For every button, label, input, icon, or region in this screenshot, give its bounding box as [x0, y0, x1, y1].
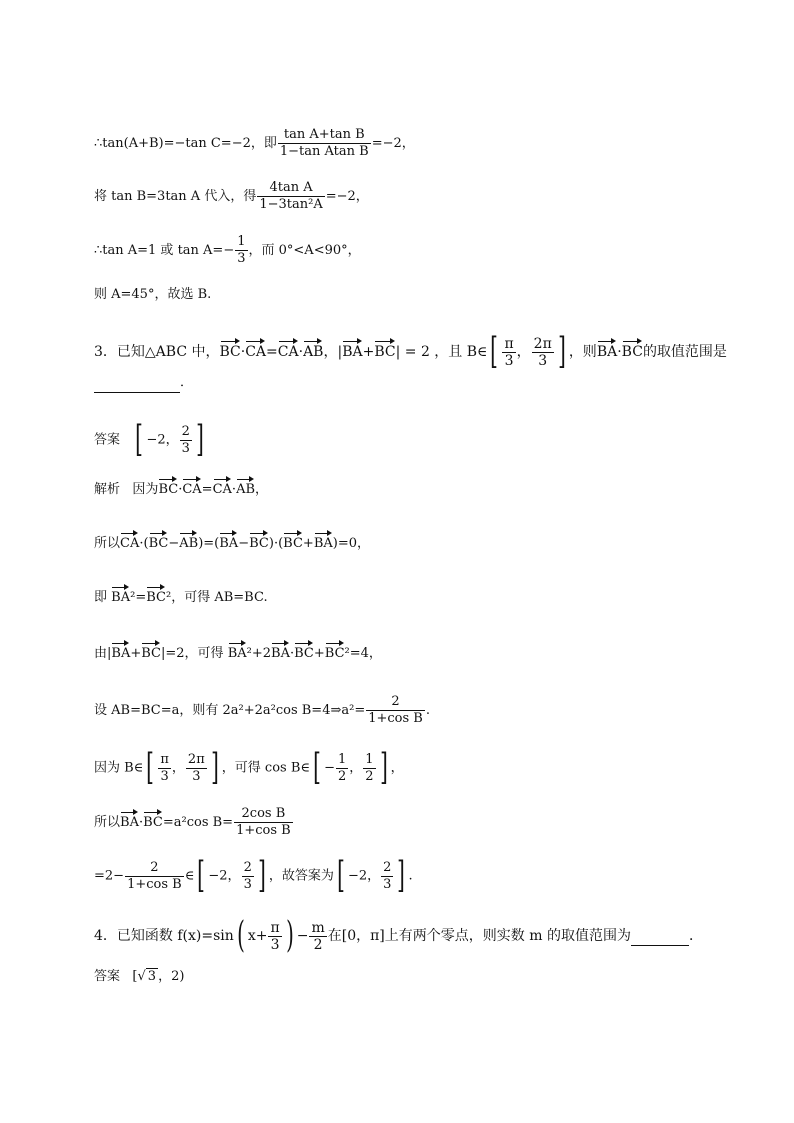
fraction: $\frac{\text{4tan A}}{\text{1−3tan²A}}$ [259, 180, 323, 212]
analysis-line: 解析 因为BC·CA=CA·AB， [94, 478, 268, 499]
fraction: $\frac{\pi}{3}$ [504, 335, 514, 369]
step-3: 由|BA+BC|=2，可得 BA²+2BA·BC+BC²=4， [94, 642, 382, 663]
step-1: 所以CA·(BC−AB)=(BA−BC)·(BC+BA)=0， [94, 532, 370, 553]
answer-4: 答案 [√ 3 ，2) [94, 969, 185, 984]
question-4: 4．已知函数 f(x)=sin( x+ $\frac{\pi}{3}$ ) − $\frac{m}{2}$ 在[0，π]上有两个零点，则实数 m 的取值范围为 ． [94, 915, 703, 956]
sqrt-symbol: √ [137, 969, 146, 984]
vector-ab: AB [303, 340, 323, 361]
step-4: 设 AB=BC=a，则有 2a²+2a²cos B=4⇒a²= $\frac{2}{\text{1+cos B}}$ . [94, 694, 430, 726]
answer-3: 答案 [ −2， $\frac{2}{3}$ ] [94, 419, 204, 460]
fraction: $\frac{1}{3}$ [237, 234, 246, 266]
vector-bc: BC [220, 340, 241, 361]
solution-line-3: ∴tan A=1 或 tan A=− $\frac{1}{3}$ ，而 0°<A<90°， [94, 234, 361, 266]
fraction: $\frac{2}{\text{1+cos B}}$ [368, 694, 423, 726]
answer-blank [631, 927, 689, 946]
vector-ca: CA [278, 340, 299, 361]
step-7: =2− $\frac{2}{\text{1+cos B}}$ ∈[ −2， $\frac{2}{3}$ ] ，故答案为[ −2， $\frac{2}{3}$ ] . [94, 855, 413, 896]
step-2: 即 BA²=BC²，可得 AB=BC. [94, 586, 268, 607]
vector-ba: BA [597, 340, 617, 361]
answer-blank [94, 374, 180, 393]
vector-ca: CA [245, 340, 266, 361]
step-5: 因为 B∈[ $\frac{\pi}{3}$ ， $\frac{2\pi}{3}$ ] ，可得 cos B∈[ − $\frac{1}{2}$ ， $\frac{1}{2}$ ] ， [94, 747, 404, 788]
fraction: $\frac{2\pi}{3}$ [533, 335, 552, 369]
solution-line-1: ∴tan(A+B)=−tan C=−2，即 $\frac{\text{tan A+tan B}}{\text{1−tan Atan B}}$ =−2， [94, 127, 415, 159]
fraction: $\frac{\text{tan A+tan B}}{\text{1−tan Atan B}}$ [279, 127, 369, 159]
vector-ba: BA [342, 340, 362, 361]
solution-line-2: 将 tan B=3tan A 代入，得 $\frac{\text{4tan A}}{\text{1−3tan²A}}$ =−2， [94, 180, 369, 212]
step-6: 所以BA·BC=a²cos B= $\frac{\text{2cos B}}{\text{1+cos B}}$ [94, 806, 291, 838]
question-3: 3．已知△ABC 中，BC·CA=CA·AB，|BA+BC| = 2 ，且 B∈[ $\frac{\pi}{3}$ ， $\frac{2\pi}{3}$ ] ，则BA·BC的取值范围是 [94, 331, 727, 372]
vector-bc: BC [622, 340, 643, 361]
fraction: $\frac{2}{3}$ [181, 423, 190, 456]
question-3-blank-line: ． [94, 374, 193, 393]
solution-line-4: 则 A=45°，故选 B. [94, 287, 212, 302]
vector-bc: BC [374, 340, 395, 361]
